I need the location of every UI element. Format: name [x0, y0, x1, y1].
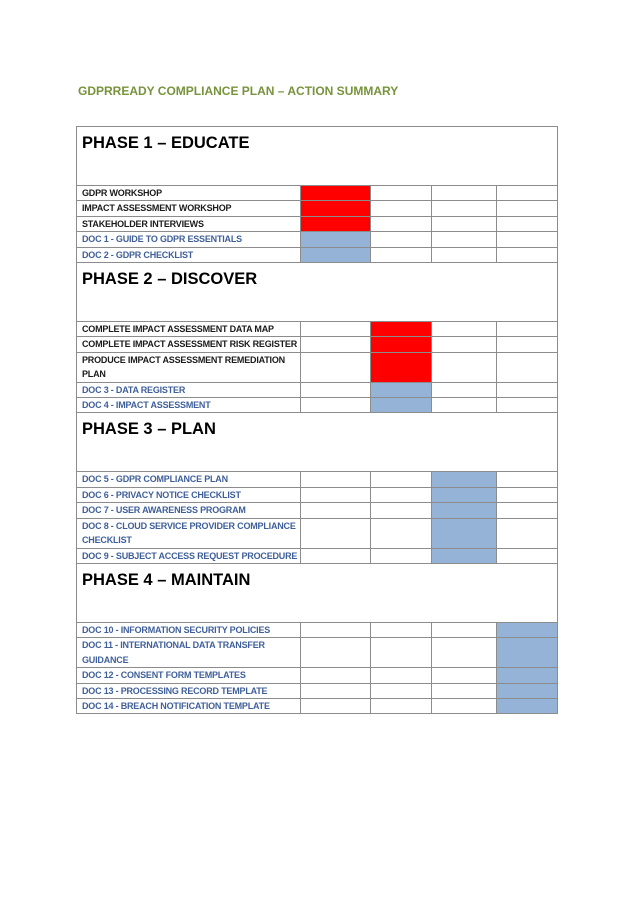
table-row — [77, 216, 558, 231]
table-row — [77, 683, 558, 698]
empty-status-cell — [301, 698, 371, 713]
empty-status-cell — [371, 518, 432, 548]
empty-status-cell — [432, 201, 497, 216]
empty-status-cell — [497, 232, 558, 247]
empty-status-cell — [371, 216, 432, 231]
document-item-label: DOC 2 - GDPR CHECKLIST — [77, 247, 301, 262]
empty-status-cell — [497, 518, 558, 548]
empty-status-cell — [301, 503, 371, 518]
table-row — [77, 382, 558, 397]
phase-title: PHASE 1 – EDUCATE — [77, 127, 558, 186]
table-row — [77, 337, 558, 352]
phase-header-row — [77, 263, 558, 322]
blue-status-cell — [301, 232, 371, 247]
blue-status-cell — [497, 622, 558, 637]
blue-status-cell — [301, 247, 371, 262]
phase-title: PHASE 3 – PLAN — [77, 413, 558, 472]
empty-status-cell — [432, 337, 497, 352]
empty-status-cell — [301, 668, 371, 683]
empty-status-cell — [301, 322, 371, 337]
empty-status-cell — [371, 698, 432, 713]
blue-status-cell — [432, 472, 497, 487]
empty-status-cell — [432, 382, 497, 397]
empty-status-cell — [371, 472, 432, 487]
table-row — [77, 186, 558, 201]
empty-status-cell — [497, 337, 558, 352]
blue-status-cell — [432, 518, 497, 548]
empty-status-cell — [371, 683, 432, 698]
red-status-cell — [301, 186, 371, 201]
empty-status-cell — [432, 322, 497, 337]
document-item-label: DOC 13 - PROCESSING RECORD TEMPLATE — [77, 683, 301, 698]
empty-status-cell — [371, 247, 432, 262]
phase-header-row — [77, 563, 558, 622]
blue-status-cell — [497, 668, 558, 683]
empty-status-cell — [497, 216, 558, 231]
table-row — [77, 352, 558, 382]
empty-status-cell — [497, 472, 558, 487]
empty-status-cell — [497, 352, 558, 382]
empty-status-cell — [301, 472, 371, 487]
empty-status-cell — [301, 352, 371, 382]
empty-status-cell — [497, 487, 558, 502]
table-row — [77, 472, 558, 487]
empty-status-cell — [497, 503, 558, 518]
table-row — [77, 518, 558, 548]
phase-title: PHASE 4 – MAINTAIN — [77, 563, 558, 622]
table-row — [77, 548, 558, 563]
task-item-label: STAKEHOLDER INTERVIEWS — [77, 216, 301, 231]
empty-status-cell — [371, 232, 432, 247]
document-item-label: DOC 7 - USER AWARENESS PROGRAM — [77, 503, 301, 518]
empty-status-cell — [371, 186, 432, 201]
empty-status-cell — [432, 247, 497, 262]
action-summary-body — [77, 127, 558, 714]
empty-status-cell — [301, 548, 371, 563]
empty-status-cell — [371, 622, 432, 637]
table-row — [77, 487, 558, 502]
empty-status-cell — [497, 186, 558, 201]
task-item-label: GDPR WORKSHOP — [77, 186, 301, 201]
document-item-label: DOC 9 - SUBJECT ACCESS REQUEST PROCEDURE — [77, 548, 301, 563]
blue-status-cell — [432, 548, 497, 563]
empty-status-cell — [432, 232, 497, 247]
blue-status-cell — [371, 398, 432, 413]
document-item-label: DOC 12 - CONSENT FORM TEMPLATES — [77, 668, 301, 683]
empty-status-cell — [432, 622, 497, 637]
task-item-label: IMPACT ASSESSMENT WORKSHOP — [77, 201, 301, 216]
document-item-label: DOC 14 - BREACH NOTIFICATION TEMPLATE — [77, 698, 301, 713]
blue-status-cell — [497, 683, 558, 698]
table-row — [77, 668, 558, 683]
empty-status-cell — [432, 398, 497, 413]
blue-status-cell — [497, 638, 558, 668]
phase-title: PHASE 2 – DISCOVER — [77, 263, 558, 322]
document-item-label: DOC 3 - DATA REGISTER — [77, 382, 301, 397]
empty-status-cell — [497, 247, 558, 262]
empty-status-cell — [301, 518, 371, 548]
empty-status-cell — [371, 548, 432, 563]
document-item-label: DOC 6 - PRIVACY NOTICE CHECKLIST — [77, 487, 301, 502]
empty-status-cell — [301, 622, 371, 637]
empty-status-cell — [497, 382, 558, 397]
document-item-label: DOC 1 - GUIDE TO GDPR ESSENTIALS — [77, 232, 301, 247]
document-item-label: DOC 4 - IMPACT ASSESSMENT — [77, 398, 301, 413]
phase-header-row — [77, 127, 558, 186]
document-item-label: DOC 11 - INTERNATIONAL DATA TRANSFER GUIDANCE — [77, 638, 301, 668]
empty-status-cell — [371, 668, 432, 683]
empty-status-cell — [432, 352, 497, 382]
red-status-cell — [371, 322, 432, 337]
table-row — [77, 201, 558, 216]
red-status-cell — [371, 352, 432, 382]
empty-status-cell — [432, 683, 497, 698]
empty-status-cell — [301, 337, 371, 352]
empty-status-cell — [371, 638, 432, 668]
red-status-cell — [371, 337, 432, 352]
document-item-label: DOC 5 - GDPR COMPLIANCE PLAN — [77, 472, 301, 487]
task-item-label: COMPLETE IMPACT ASSESSMENT RISK REGISTER — [77, 337, 301, 352]
empty-status-cell — [497, 398, 558, 413]
task-item-label: PRODUCE IMPACT ASSESSMENT REMEDIATION PLAN — [77, 352, 301, 382]
empty-status-cell — [432, 216, 497, 231]
table-row — [77, 698, 558, 713]
empty-status-cell — [497, 548, 558, 563]
empty-status-cell — [432, 668, 497, 683]
empty-status-cell — [497, 201, 558, 216]
table-row — [77, 232, 558, 247]
action-summary-table — [76, 126, 558, 714]
empty-status-cell — [301, 683, 371, 698]
empty-status-cell — [301, 398, 371, 413]
red-status-cell — [301, 216, 371, 231]
blue-status-cell — [497, 698, 558, 713]
empty-status-cell — [301, 638, 371, 668]
empty-status-cell — [371, 503, 432, 518]
empty-status-cell — [497, 322, 558, 337]
document-item-label: DOC 8 - CLOUD SERVICE PROVIDER COMPLIANCE CHECKLIST — [77, 518, 301, 548]
empty-status-cell — [301, 487, 371, 502]
blue-status-cell — [371, 382, 432, 397]
table-row — [77, 622, 558, 637]
red-status-cell — [301, 201, 371, 216]
empty-status-cell — [301, 382, 371, 397]
empty-status-cell — [371, 487, 432, 502]
document-item-label: DOC 10 - INFORMATION SECURITY POLICIES — [77, 622, 301, 637]
phase-header-row — [77, 413, 558, 472]
table-row — [77, 247, 558, 262]
empty-status-cell — [371, 201, 432, 216]
table-row — [77, 398, 558, 413]
table-row — [77, 503, 558, 518]
table-row — [77, 638, 558, 668]
empty-status-cell — [432, 186, 497, 201]
blue-status-cell — [432, 487, 497, 502]
empty-status-cell — [432, 698, 497, 713]
table-row — [77, 322, 558, 337]
document-title: GDPRREADY COMPLIANCE PLAN – ACTION SUMMARY — [78, 84, 399, 98]
empty-status-cell — [432, 638, 497, 668]
task-item-label: COMPLETE IMPACT ASSESSMENT DATA MAP — [77, 322, 301, 337]
blue-status-cell — [432, 503, 497, 518]
